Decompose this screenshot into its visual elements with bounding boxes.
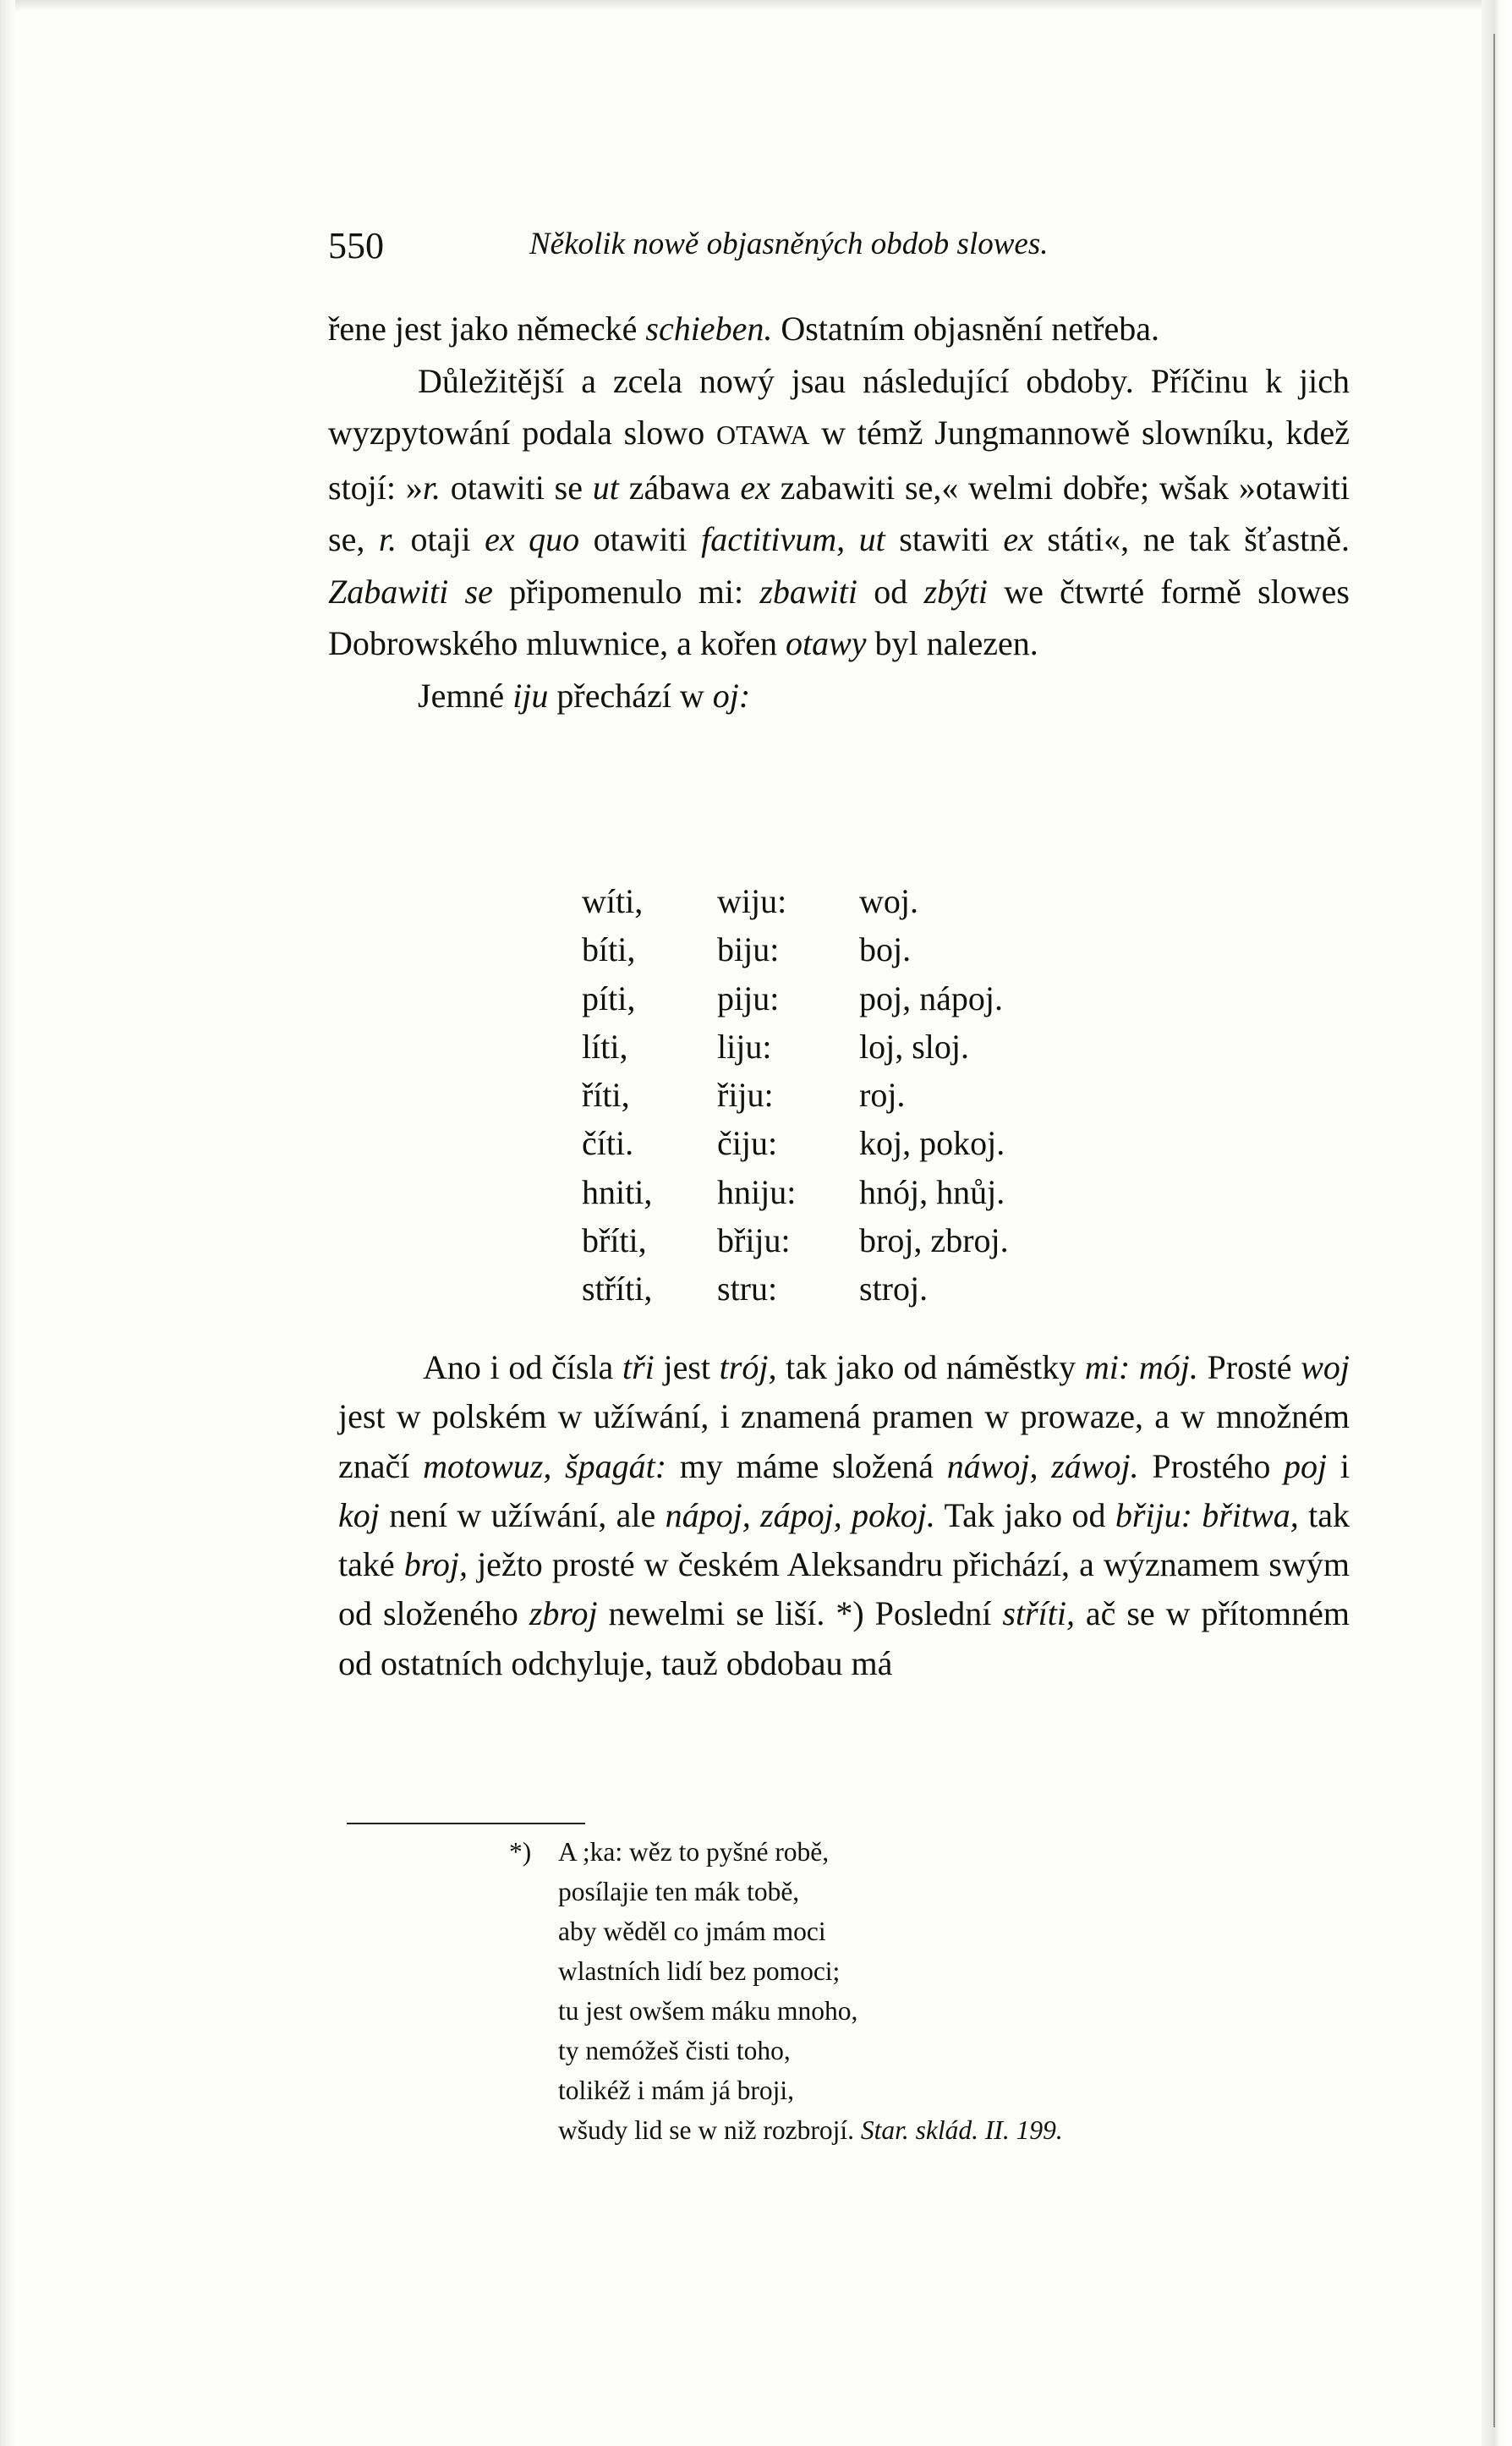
- text-span: není w užíwání, ale: [379, 1495, 666, 1534]
- italic-term: tři: [622, 1348, 655, 1386]
- page-top-edge: [0, 0, 1512, 12]
- italic-term: zbýti: [923, 572, 989, 611]
- text-span: zabawiti se,« welmi dobře; wšak »otawiti se,: [328, 468, 1350, 558]
- italic-term: motowuz, špagát:: [423, 1446, 667, 1485]
- italic-term: woj: [1301, 1348, 1350, 1386]
- noun-form: boj.: [859, 930, 912, 969]
- italic-term: r.: [422, 468, 441, 507]
- text-span: Prosté: [1197, 1348, 1301, 1386]
- text-span: stawiti: [885, 520, 1004, 558]
- footnote-text: wšudy lid se w niž rozbrojí.: [558, 2115, 854, 2145]
- noun-form: hnój, hnůj.: [859, 1172, 1005, 1211]
- present-form: řiju:: [717, 1076, 774, 1115]
- footnote-line: posílajie ten mák tobě,: [558, 1877, 800, 1906]
- conjugation-row: [582, 1168, 1113, 1216]
- infinitive: wíti,: [582, 882, 644, 920]
- text-span: ač se w přítomném od ostatních odchyluje, tauž obdobau má: [338, 1594, 1350, 1682]
- present-form: piju:: [717, 979, 780, 1017]
- conjugation-row: [582, 1264, 1113, 1313]
- italic-term: broj,: [403, 1545, 468, 1584]
- infinitive: hniti,: [582, 1172, 653, 1211]
- conjugation-row: [582, 974, 1113, 1023]
- italic-term: mi: mój.: [1084, 1348, 1198, 1386]
- footnote-line: [509, 1832, 1063, 1872]
- noun-form: koj, pokoj.: [859, 1124, 1005, 1163]
- running-title: Několik nowě objasněných obdob slowes.: [529, 227, 1049, 261]
- small-caps-term: OTAWA: [715, 420, 810, 450]
- italic-term: iju: [512, 676, 549, 715]
- paragraph-1: [328, 303, 1350, 355]
- italic-term: břiju: břitwa,: [1115, 1495, 1299, 1534]
- present-form: čiju:: [717, 1124, 778, 1163]
- noun-form: roj.: [859, 1076, 906, 1115]
- footnote: [509, 1832, 1063, 2150]
- present-form: biju:: [717, 930, 780, 969]
- text-span: otaji: [396, 520, 485, 558]
- infinitive: bříti,: [582, 1221, 647, 1260]
- page-gutter-line: [1493, 34, 1495, 2427]
- present-form: stru:: [717, 1270, 778, 1308]
- page-left-edge: [0, 0, 15, 2446]
- footnote-marker: *): [509, 1837, 532, 1867]
- footnote-rule: [347, 1823, 585, 1824]
- page-header: [328, 224, 1368, 266]
- text-span: byl nalezen.: [866, 624, 1038, 662]
- conjugation-row: [582, 1119, 1113, 1167]
- text-span: jest: [654, 1348, 720, 1386]
- text-span: newelmi se liší. *) Poslední: [597, 1594, 1003, 1633]
- noun-form: poj, nápoj.: [859, 979, 1003, 1017]
- noun-form: woj.: [859, 882, 918, 920]
- text-span: otawiti: [579, 520, 702, 558]
- noun-form: loj, sloj.: [859, 1027, 970, 1066]
- text-span: ježto prosté w českém Aleksandru přichází, a wýznamem swým od složeného: [338, 1545, 1350, 1633]
- text-span: Prostého: [1138, 1446, 1285, 1485]
- body-text-lower: [338, 1343, 1350, 1688]
- present-form: wiju:: [717, 882, 787, 920]
- conjugation-row: [582, 925, 1113, 973]
- conjugation-row: [582, 877, 1113, 925]
- footnote-line: tu jest owšem máku mnoho,: [558, 1996, 858, 2026]
- infinitive: říti,: [582, 1076, 630, 1115]
- italic-term: ex: [740, 468, 770, 507]
- footnote-citation: Star. sklád. II. 199.: [860, 2115, 1063, 2145]
- conjugation-table: [582, 877, 1113, 1313]
- conjugation-row: [582, 1071, 1113, 1119]
- present-form: liju:: [717, 1027, 772, 1066]
- italic-term: ex quo: [485, 520, 580, 558]
- page-right-edge: [1482, 0, 1512, 2446]
- text-span: otawiti se: [440, 468, 593, 507]
- text-span: Jemné: [418, 676, 513, 715]
- text-span: Důležitější a zcela nowý jsau následující obdoby. Příčinu k jich wyzpytowání podala slowo: [328, 361, 1350, 452]
- italic-term: trój,: [719, 1348, 777, 1386]
- text-span: tak také: [338, 1495, 1350, 1584]
- text-span: státi«, ne tak šťastně.: [1033, 520, 1350, 558]
- text-span: we čtwrté formě slowes Dobrowského mluwnice, a kořen: [328, 572, 1350, 662]
- italic-term: oj:: [712, 676, 751, 715]
- italic-term: ut: [858, 520, 885, 558]
- text-span: zábawa: [618, 468, 741, 507]
- italic-term: Zabawiti se: [328, 572, 493, 611]
- italic-term: factitivum,: [701, 520, 846, 558]
- conjugation-row: [582, 1216, 1113, 1264]
- body-text-upper: [328, 303, 1350, 721]
- italic-term: ex: [1003, 520, 1033, 558]
- text-span: připomenulo mi:: [492, 572, 760, 611]
- italic-term: zbroj: [529, 1594, 598, 1633]
- paragraph-4: [338, 1343, 1350, 1688]
- page-number: 550: [328, 225, 384, 266]
- text-span: tak jako od náměstky: [776, 1348, 1085, 1386]
- italic-term: stříti,: [1002, 1594, 1075, 1633]
- footnote-line: wlastních lidí bez pomoci;: [558, 1956, 841, 1986]
- footnote-line: ty nemóžeš čisti toho,: [558, 2036, 791, 2065]
- infinitive: stříti,: [582, 1270, 653, 1308]
- italic-term: otawy: [785, 624, 867, 662]
- footnote-text: A ;ka: wěz to pyšné robě,: [558, 1837, 830, 1867]
- infinitive: číti.: [582, 1124, 634, 1163]
- italic-term: nápoj, zápoj, pokoj.: [665, 1495, 935, 1534]
- italic-term: ut: [592, 468, 619, 507]
- text-span: i: [1327, 1446, 1350, 1485]
- text-span: Ostatním objasnění netřeba.: [772, 310, 1159, 348]
- text-span: přechází w: [548, 676, 713, 715]
- footnote-line: tolikéž i mám já broji,: [558, 2076, 795, 2105]
- footnote-line: [558, 2110, 1063, 2150]
- text-span: jest w polském w užíwání, i znamená pramen w prowaze, a w množném značí: [338, 1397, 1350, 1485]
- text-span: Ano i od čísla: [423, 1348, 622, 1386]
- noun-form: broj, zbroj.: [859, 1221, 1009, 1260]
- text-span: [845, 520, 859, 558]
- noun-form: stroj.: [859, 1270, 929, 1308]
- italic-term: koj: [338, 1495, 380, 1534]
- paragraph-2: [328, 355, 1350, 670]
- present-form: břiju:: [717, 1221, 791, 1260]
- text-span: Tak jako od: [934, 1495, 1115, 1534]
- paragraph-3: [328, 670, 1350, 722]
- conjugation-row: [582, 1023, 1113, 1071]
- italic-term: schieben.: [645, 310, 773, 348]
- footnote-line: aby wěděl co jmám moci: [558, 1917, 826, 1946]
- infinitive: bíti,: [582, 930, 636, 969]
- text-span: w témž Jungmannowě slowníku, kdež stojí: »: [328, 414, 1350, 507]
- italic-term: náwoj, záwoj.: [946, 1446, 1139, 1485]
- text-span: od: [857, 572, 924, 611]
- italic-term: poj: [1284, 1446, 1328, 1485]
- present-form: hniju:: [717, 1172, 797, 1211]
- infinitive: píti,: [582, 979, 636, 1017]
- infinitive: líti,: [582, 1027, 628, 1066]
- text-span: řene jest jako německé: [328, 310, 646, 348]
- text-span: my máme složená: [666, 1446, 947, 1485]
- italic-term: r.: [378, 520, 397, 558]
- italic-term: zbawiti: [759, 572, 857, 611]
